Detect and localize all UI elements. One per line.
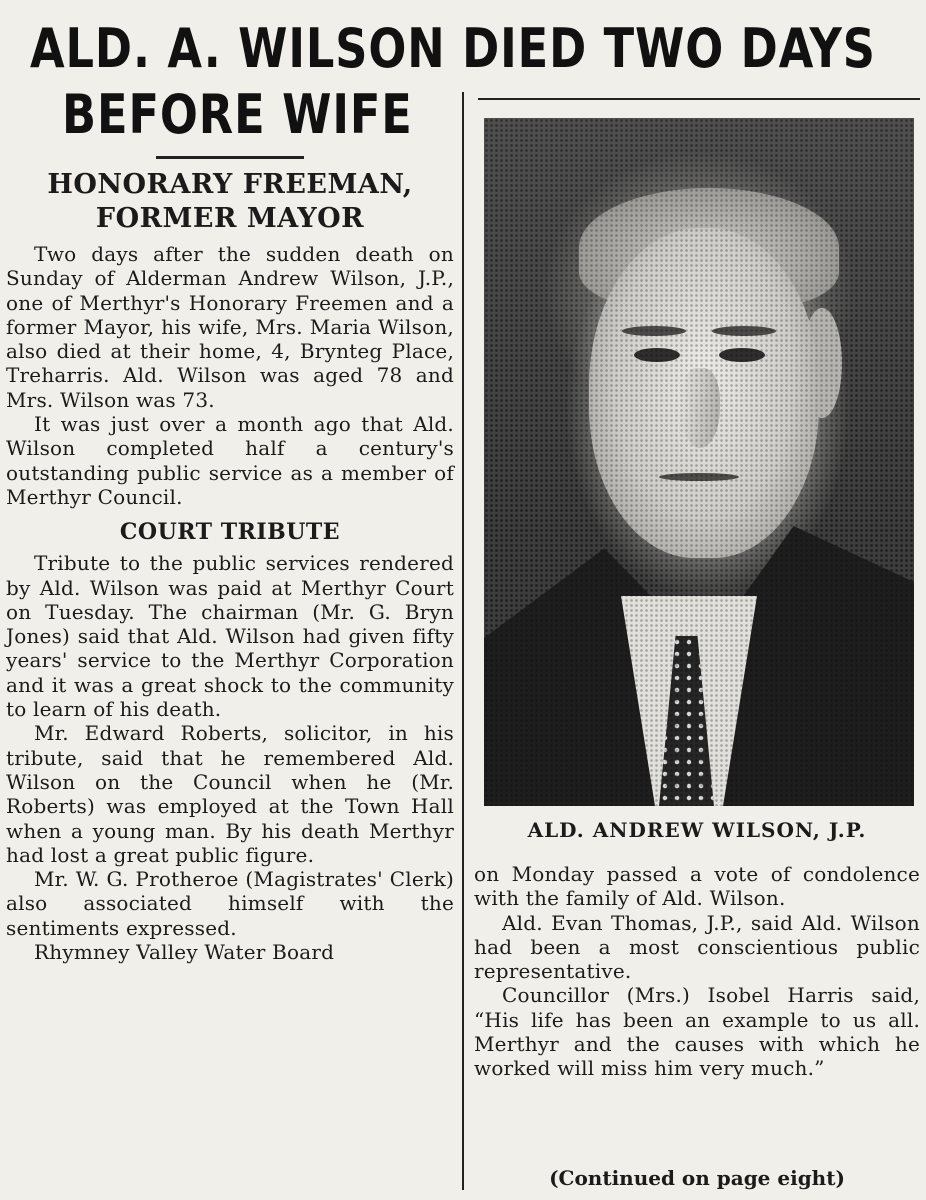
article-paragraph: Ald. Evan Thomas, J.P., said Ald. Wilson had been a most conscientious public representative. [474, 910, 920, 984]
article-paragraph: on Monday passed a vote of condolence with the family of Ald. Wilson. [474, 862, 920, 911]
article-paragraph: Tribute to the public services rendered by Ald. Wilson was paid at Merthyr Court on Tuesday. The chairman (Mr. G. Bryn Jones) said that Ald. Wilson had given fifty years' service to the Merthyr Corporation and it was a great shock to the community to learn of his death. [6, 551, 454, 722]
article-paragraph: It was just over a month ago that Ald. Wilson completed half a century's outstanding public service as a member of Merthyr Council. [6, 412, 454, 509]
left-column [6, 168, 454, 964]
article-paragraph: Two days after the sudden death on Sunday of Alderman Andrew Wilson, J.P., one of Merthyr's Honorary Freemen and a former Mayor, his wife, Mrs. Maria Wilson, also died at their home, 4, Brynteg Place, Treharris. Ald. Wilson was aged 78 and Mrs. Wilson was 73. [6, 242, 454, 412]
subheadline-line-1: HONORARY FREEMAN, [47, 169, 413, 200]
headline-line-1: ALD. A. WILSON DIED TWO DAYS [30, 17, 876, 80]
article-paragraph: Rhymney Valley Water Board [34, 940, 335, 965]
right-column-top-rule [478, 98, 920, 100]
article-paragraph: Mr. Edward Roberts, solicitor, in his tribute, said that he remembered Ald. Wilson on the Council when he (Mr. Roberts) was employed at the Town Hall when a young man. By his death Merthyr had lost a great public figure. [6, 721, 454, 867]
article-paragraph: Mr. W. G. Protheroe (Magistrates' Clerk) also associated himself with the sentiments expressed. [6, 867, 454, 940]
portrait-photo [484, 118, 914, 806]
column-divider [462, 92, 464, 1190]
photo-caption: ALD. ANDREW WILSON, J.P. [527, 818, 867, 842]
headline-line-2: BEFORE WIFE [62, 83, 413, 146]
article-paragraph: Councillor (Mrs.) Isobel Harris said, “His life has been an example to us all. Merthyr and the causes with which he worked will miss him very much.” [474, 983, 920, 1081]
subheadline-line-2: FORMER MAYOR [95, 203, 365, 234]
continued-note: (Continued on page eight) [549, 1166, 845, 1190]
right-column-text [474, 862, 920, 1081]
headline-underline [156, 156, 304, 159]
section-heading: COURT TRIBUTE [119, 519, 341, 546]
subheadline [6, 168, 454, 236]
halftone-overlay [484, 118, 914, 806]
